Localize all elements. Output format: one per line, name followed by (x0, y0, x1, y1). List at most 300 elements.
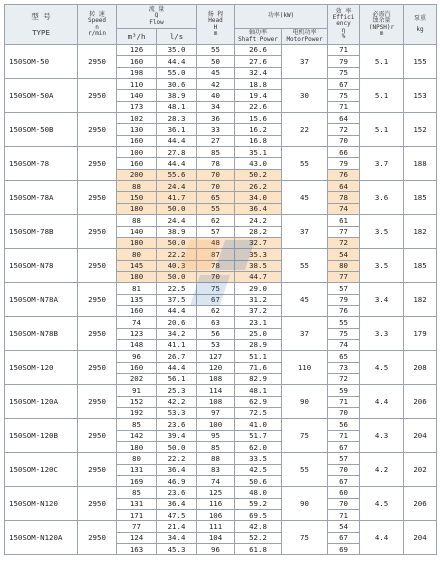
flow-m3h-cell: 152 (117, 396, 157, 407)
motor-power-cell: 55 (282, 453, 328, 487)
flow-m3h-cell: 77 (117, 521, 157, 532)
efficiency-cell: 76 (328, 305, 360, 316)
head-sym: H (213, 23, 218, 31)
shaft-power-cell: 38.5 (235, 260, 282, 271)
flow-m3h-cell: 192 (117, 408, 157, 419)
col-flow-header (117, 5, 197, 29)
flow-m3h-cell: 88 (117, 181, 157, 192)
flow-ls-cell: 22.5 (157, 283, 197, 294)
flow-m3h-cell: 124 (117, 532, 157, 543)
table-row (5, 351, 437, 362)
flow-ls-cell: 30.6 (157, 79, 197, 90)
npsh-cell: 3.3 (360, 317, 404, 351)
shaft-power-cell: 82.9 (235, 373, 282, 384)
flow-ls-cell: 22.2 (157, 249, 197, 260)
flow-m3h-cell: 180 (117, 271, 157, 282)
model-cell: 150SOM-N120A (5, 521, 78, 555)
efficiency-cell: 57 (328, 283, 360, 294)
flow-ls-cell: 46.9 (157, 476, 197, 487)
shaft-power-cell: 52.2 (235, 532, 282, 543)
flow-m3h-cell: 169 (117, 476, 157, 487)
table-row (5, 79, 437, 90)
npsh-cell: 4.4 (360, 385, 404, 419)
efficiency-cell: 76 (328, 169, 360, 180)
motor-power-cell: 37 (282, 215, 328, 249)
head-cell: 65 (197, 192, 235, 203)
head-cell: 96 (197, 544, 235, 555)
head-cell: 83 (197, 464, 235, 475)
head-cell: 62 (197, 215, 235, 226)
speed-cell: 2950 (78, 147, 117, 181)
head-cell: 104 (197, 532, 235, 543)
head-cell: 70 (197, 169, 235, 180)
flow-ls-cell: 23.6 (157, 419, 197, 430)
shaft-power-cell: 23.1 (235, 317, 282, 328)
speed-cell: 2950 (78, 113, 117, 147)
npsh-cell: 4.5 (360, 351, 404, 385)
flow-m3h-cell: 160 (117, 135, 157, 146)
shaft-power-cell: 51.1 (235, 351, 282, 362)
flow-ls-cell: 36.1 (157, 124, 197, 135)
shaft-power-cell: 28.9 (235, 339, 282, 350)
flow-m3h-cell: 180 (117, 237, 157, 248)
shaft-power-cell: 50.6 (235, 476, 282, 487)
shaft-power-cell: 69.5 (235, 510, 282, 521)
head-cell: 27 (197, 135, 235, 146)
efficiency-cell: 79 (328, 158, 360, 169)
flow-m3h-cell: 198 (117, 67, 157, 78)
flow-ls-cell: 45.3 (157, 544, 197, 555)
efficiency-cell: 69 (328, 544, 360, 555)
flow-m3h-cell: 145 (117, 260, 157, 271)
head-cell: 70 (197, 271, 235, 282)
motor-power-cell: 55 (282, 147, 328, 181)
efficiency-cell: 74 (328, 203, 360, 214)
speed-cell: 2950 (78, 249, 117, 283)
flow-m3h-cell: 160 (117, 305, 157, 316)
model-cell: 150SOM-N78 (5, 249, 78, 283)
flow-m3h-cell: 100 (117, 147, 157, 158)
shaft-power-cell: 72.5 (235, 408, 282, 419)
flow-ls-cell: 36.4 (157, 498, 197, 509)
shaft-power-cell: 50.2 (235, 169, 282, 180)
weight-cell: 188 (404, 147, 437, 181)
head-cell: 78 (197, 260, 235, 271)
table-row (5, 147, 437, 158)
head-cell: 116 (197, 498, 235, 509)
efficiency-cell: 79 (328, 56, 360, 67)
weight-cell: 182 (404, 215, 437, 249)
npsh-cn2: 蚀余量 (372, 17, 391, 25)
shaft-power-cell: 26.6 (235, 45, 282, 56)
flow-m3h-cell: 150 (117, 192, 157, 203)
motor-power-cell: 37 (282, 317, 328, 351)
efficiency-cell: 70 (328, 408, 360, 419)
head-unit: m (213, 29, 218, 37)
flow-en: Flow (149, 18, 164, 26)
shaft-power-cell: 29.0 (235, 283, 282, 294)
flow-ls-cell: 42.2 (157, 396, 197, 407)
shaft-power-cell: 27.6 (235, 56, 282, 67)
eff-en2: ency (336, 20, 351, 28)
table-row (5, 283, 437, 294)
speed-cell: 2950 (78, 453, 117, 487)
shaft-power-cell: 51.7 (235, 430, 282, 441)
col-power-header (235, 5, 328, 29)
head-cell: 48 (197, 237, 235, 248)
table-row (5, 45, 437, 56)
efficiency-cell: 71 (328, 45, 360, 56)
flow-ls-cell: 44.4 (157, 56, 197, 67)
motor-power-cell: 37 (282, 45, 328, 79)
flow-ls-cell: 20.6 (157, 317, 197, 328)
flow-ls-cell: 44.4 (157, 362, 197, 373)
model-cell: 150SOM-120C (5, 453, 78, 487)
weight-cell: 155 (404, 45, 437, 79)
shaft-power-cell: 31.2 (235, 294, 282, 305)
flow-sym: Q (154, 12, 159, 20)
motor-power-cell: 45 (282, 181, 328, 215)
shaft-power-cell: 42.8 (235, 521, 282, 532)
speed-cell: 2950 (78, 351, 117, 385)
npsh-unit: m (379, 29, 384, 37)
flow-m3h-cell: 80 (117, 453, 157, 464)
flow-m3h-cell: 171 (117, 510, 157, 521)
head-cell: 57 (197, 226, 235, 237)
flow-ls-cell: 53.3 (157, 408, 197, 419)
head-cell: 53 (197, 339, 235, 350)
motor-power-cell: 90 (282, 385, 328, 419)
weight-cell: 202 (404, 453, 437, 487)
flow-m3h-cell: 123 (117, 328, 157, 339)
efficiency-cell: 78 (328, 192, 360, 203)
table-row (5, 249, 437, 260)
speed-cell: 2950 (78, 181, 117, 215)
flow-m3h-cell: 140 (117, 226, 157, 237)
efficiency-cell: 70 (328, 135, 360, 146)
eff-cn: 效 率 (335, 7, 352, 15)
flow-ls-cell: 56.1 (157, 373, 197, 384)
shaft-power-cell: 26.2 (235, 181, 282, 192)
weight-cell: 208 (404, 351, 437, 385)
table-row (5, 487, 437, 498)
speed-cell: 2950 (78, 45, 117, 79)
weight-cn: 泵重 (414, 14, 427, 22)
head-cell: 100 (197, 419, 235, 430)
speed-cell: 2950 (78, 385, 117, 419)
flow-m3h-cell: 131 (117, 498, 157, 509)
head-cell: 40 (197, 90, 235, 101)
efficiency-cell: 57 (328, 453, 360, 464)
flow-m3h-cell: 85 (117, 487, 157, 498)
flow-m3h-cell: 160 (117, 56, 157, 67)
efficiency-cell: 72 (328, 373, 360, 384)
npsh-cell: 3.4 (360, 283, 404, 317)
head-cell: 125 (197, 487, 235, 498)
weight-cell: 153 (404, 79, 437, 113)
shaft-power-cell: 22.6 (235, 101, 282, 112)
shaft-power-cell: 43.0 (235, 158, 282, 169)
efficiency-cell: 72 (328, 124, 360, 135)
head-cell: 108 (197, 396, 235, 407)
flow-ls-cell: 22.2 (157, 453, 197, 464)
flow-m3h-cell: 140 (117, 90, 157, 101)
table-row (5, 453, 437, 464)
weight-cell: 206 (404, 487, 437, 521)
speed-en: Speed (87, 17, 107, 25)
motor-power-cell: 75 (282, 419, 328, 453)
type-cn: 型 号 (31, 12, 51, 22)
npsh-cell: 4.3 (360, 419, 404, 453)
efficiency-cell: 56 (328, 419, 360, 430)
npsh-en: (NPSH)r (368, 23, 395, 31)
table-row (5, 521, 437, 532)
shaft-power-cell: 62.9 (235, 396, 282, 407)
flow-m3h-cell: 96 (117, 351, 157, 362)
table-row (5, 181, 437, 192)
npsh-cell: 5.1 (360, 45, 404, 79)
head-cell: 63 (197, 317, 235, 328)
shaft-en: Shaft Power (238, 35, 278, 43)
flow-ls-cell: 50.0 (157, 442, 197, 453)
table-row (5, 419, 437, 430)
npsh-cell: 4.4 (360, 521, 404, 555)
col-weight-header (404, 5, 437, 45)
efficiency-cell: 54 (328, 521, 360, 532)
motor-cn: 电机功率 (292, 29, 317, 37)
efficiency-cell: 77 (328, 271, 360, 282)
head-cn: 扬 程 (207, 10, 224, 18)
flow-ls-cell: 28.3 (157, 113, 197, 124)
head-cell: 108 (197, 373, 235, 384)
pump-spec-table-container (4, 4, 436, 555)
shaft-power-cell: 42.5 (235, 464, 282, 475)
flow-ls-cell: 24.4 (157, 181, 197, 192)
head-cell: 33 (197, 124, 235, 135)
motor-power-cell: 55 (282, 249, 328, 283)
efficiency-cell: 64 (328, 113, 360, 124)
speed-cell: 2950 (78, 419, 117, 453)
shaft-power-header (235, 29, 282, 45)
flow-ls-cell: 41.7 (157, 192, 197, 203)
flow-ls-cell: 25.3 (157, 385, 197, 396)
head-cell: 85 (197, 147, 235, 158)
efficiency-cell: 72 (328, 237, 360, 248)
head-cell: 70 (197, 181, 235, 192)
motor-power-cell: 22 (282, 113, 328, 147)
npsh-cell: 3.5 (360, 215, 404, 249)
model-cell: 150SOM-120A (5, 385, 78, 419)
efficiency-cell: 64 (328, 181, 360, 192)
col-eff-header (328, 5, 360, 45)
shaft-power-cell: 59.2 (235, 498, 282, 509)
table-body (5, 45, 437, 555)
npsh-cell: 3.6 (360, 181, 404, 215)
shaft-power-cell: 18.8 (235, 79, 282, 90)
weight-cell: 182 (404, 283, 437, 317)
flow-cn: 流 量 (148, 6, 165, 14)
head-cell: 45 (197, 67, 235, 78)
shaft-power-cell: 32.4 (235, 67, 282, 78)
efficiency-cell: 67 (328, 532, 360, 543)
flow-ls-cell: 37.5 (157, 294, 197, 305)
head-cell: 88 (197, 453, 235, 464)
efficiency-cell: 71 (328, 101, 360, 112)
flow-m3h-cell: 163 (117, 544, 157, 555)
npsh-cell: 3.7 (360, 147, 404, 181)
speed-cell: 2950 (78, 283, 117, 317)
flow-m3h-cell: 88 (117, 215, 157, 226)
shaft-power-cell: 16.2 (235, 124, 282, 135)
flow-unit-m3h: m³/h (117, 29, 157, 45)
flow-ls-cell: 55.0 (157, 67, 197, 78)
weight-cell: 185 (404, 249, 437, 283)
shaft-power-cell: 34.0 (235, 192, 282, 203)
head-en: Head (208, 17, 223, 25)
npsh-cell: 4.5 (360, 487, 404, 521)
shaft-power-cell: 36.4 (235, 203, 282, 214)
head-cell: 74 (197, 476, 235, 487)
efficiency-cell: 75 (328, 67, 360, 78)
shaft-power-cell: 35.3 (235, 249, 282, 260)
head-cell: 87 (197, 249, 235, 260)
flow-ls-cell: 44.4 (157, 158, 197, 169)
flow-m3h-cell: 80 (117, 249, 157, 260)
head-cell: 111 (197, 521, 235, 532)
flow-ls-cell: 48.1 (157, 101, 197, 112)
head-cell: 95 (197, 430, 235, 441)
efficiency-cell: 74 (328, 339, 360, 350)
flow-ls-cell: 44.4 (157, 305, 197, 316)
flow-ls-cell: 44.4 (157, 135, 197, 146)
flow-m3h-cell: 85 (117, 419, 157, 430)
shaft-power-cell: 61.8 (235, 544, 282, 555)
efficiency-cell: 71 (328, 510, 360, 521)
npsh-cn1: 必需汽 (372, 10, 391, 18)
speed-cell: 2950 (78, 521, 117, 555)
flow-ls-cell: 26.7 (157, 351, 197, 362)
motor-en: MotorPower (286, 35, 323, 43)
motor-power-cell: 90 (282, 487, 328, 521)
flow-ls-cell: 50.0 (157, 237, 197, 248)
flow-ls-cell: 50.0 (157, 203, 197, 214)
head-cell: 75 (197, 283, 235, 294)
col-speed-header (78, 5, 117, 45)
efficiency-cell: 80 (328, 260, 360, 271)
head-cell: 78 (197, 158, 235, 169)
head-cell: 34 (197, 101, 235, 112)
head-cell: 50 (197, 56, 235, 67)
shaft-power-cell: 37.2 (235, 305, 282, 316)
motor-power-cell: 75 (282, 521, 328, 555)
flow-ls-cell: 47.5 (157, 510, 197, 521)
model-cell: 150SOM-N78B (5, 317, 78, 351)
weight-cell: 206 (404, 385, 437, 419)
flow-m3h-cell: 148 (117, 339, 157, 350)
efficiency-cell: 66 (328, 147, 360, 158)
flow-ls-cell: 24.4 (157, 215, 197, 226)
flow-m3h-cell: 110 (117, 79, 157, 90)
efficiency-cell: 77 (328, 226, 360, 237)
eff-en1: Effici (332, 14, 355, 22)
speed-unit: r/min (87, 29, 107, 37)
flow-m3h-cell: 102 (117, 113, 157, 124)
head-cell: 120 (197, 362, 235, 373)
shaft-power-cell: 44.7 (235, 271, 282, 282)
efficiency-cell: 59 (328, 385, 360, 396)
table-row (5, 215, 437, 226)
efficiency-cell: 67 (328, 476, 360, 487)
flow-ls-cell: 38.9 (157, 226, 197, 237)
efficiency-cell: 71 (328, 396, 360, 407)
shaft-power-cell: 19.4 (235, 90, 282, 101)
efficiency-cell: 54 (328, 249, 360, 260)
efficiency-cell: 71 (328, 430, 360, 441)
weight-cell: 185 (404, 181, 437, 215)
flow-m3h-cell: 173 (117, 101, 157, 112)
table-row (5, 113, 437, 124)
flow-m3h-cell: 130 (117, 124, 157, 135)
eff-sym: η (341, 26, 346, 34)
npsh-cell: 5.1 (360, 113, 404, 147)
col-head-header (197, 5, 235, 45)
head-cell: 62 (197, 305, 235, 316)
flow-m3h-cell: 200 (117, 169, 157, 180)
head-cell: 106 (197, 510, 235, 521)
head-cell: 42 (197, 79, 235, 90)
head-cell: 85 (197, 442, 235, 453)
flow-ls-cell: 39.4 (157, 430, 197, 441)
motor-power-cell: 30 (282, 79, 328, 113)
speed-cn: 转 速 (89, 10, 105, 18)
npsh-cell: 5.1 (360, 79, 404, 113)
npsh-cell: 3.5 (360, 249, 404, 283)
weight-unit: kg (416, 26, 424, 33)
weight-cell: 179 (404, 317, 437, 351)
flow-ls-cell: 55.6 (157, 169, 197, 180)
model-cell: 150SOM-120B (5, 419, 78, 453)
model-cell: 150SOM-120 (5, 351, 78, 385)
flow-ls-cell: 50.0 (157, 271, 197, 282)
col-npsh-header (360, 5, 404, 45)
flow-m3h-cell: 126 (117, 45, 157, 56)
shaft-power-cell: 35.1 (235, 147, 282, 158)
model-cell: 150SOM-78 (5, 147, 78, 181)
efficiency-cell: 79 (328, 294, 360, 305)
flow-ls-cell: 27.8 (157, 147, 197, 158)
shaft-power-cell: 48.1 (235, 385, 282, 396)
flow-ls-cell: 41.1 (157, 339, 197, 350)
shaft-power-cell: 41.0 (235, 419, 282, 430)
shaft-power-cell: 25.0 (235, 328, 282, 339)
model-cell: 150SOM-50B (5, 113, 78, 147)
flow-ls-cell: 23.6 (157, 487, 197, 498)
head-cell: 114 (197, 385, 235, 396)
motor-power-cell: 45 (282, 283, 328, 317)
table-row (5, 317, 437, 328)
shaft-power-cell: 16.8 (235, 135, 282, 146)
flow-unit-ls: l/s (157, 29, 197, 45)
speed-cell: 2950 (78, 79, 117, 113)
flow-m3h-cell: 180 (117, 442, 157, 453)
weight-cell: 204 (404, 521, 437, 555)
weight-cell: 204 (404, 419, 437, 453)
head-cell: 97 (197, 408, 235, 419)
flow-m3h-cell: 202 (117, 373, 157, 384)
efficiency-cell: 75 (328, 90, 360, 101)
shaft-power-cell: 33.5 (235, 453, 282, 464)
flow-m3h-cell: 160 (117, 362, 157, 373)
